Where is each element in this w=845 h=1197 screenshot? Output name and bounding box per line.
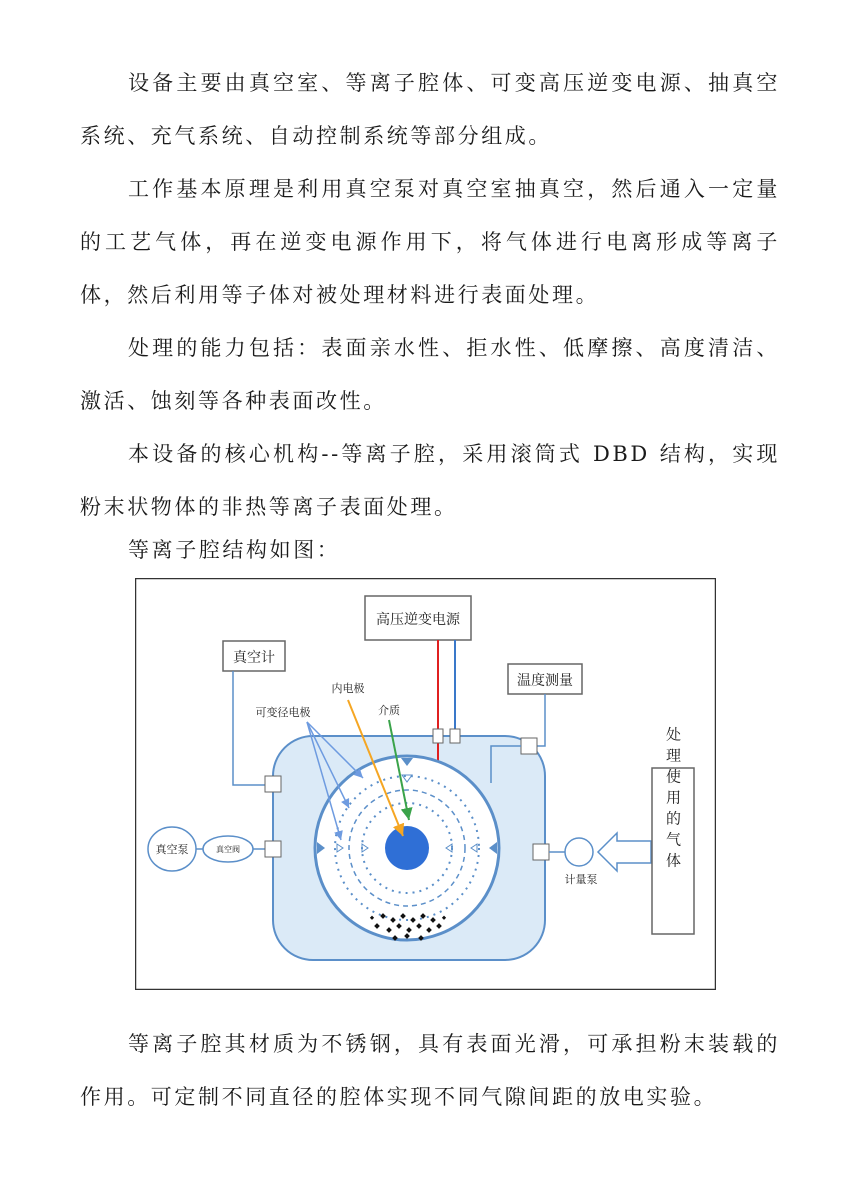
feedthrough-right — [450, 729, 460, 743]
inner-electrode-label: 内电极 — [331, 682, 365, 695]
process-gas-label: 处理使用的气体 — [664, 726, 682, 874]
plasma-chamber-diagram — [135, 578, 716, 990]
gas-inlet-port — [533, 844, 549, 860]
temperature-label: 温度测量 — [517, 673, 573, 689]
paragraph-material: 等离子腔其材质为不锈钢，具有表面光滑，可承担粉末装载的作用。可定制不同直径的腔体实现不同气隙间距的放电实验。 — [80, 1032, 780, 1109]
paragraph-figure-intro: 等离子腔结构如图： — [128, 538, 341, 562]
feedthrough-left — [433, 729, 443, 743]
paragraph-composition: 设备主要由真空室、等离子腔体、可变高压逆变电源、抽真空系统、充气系统、自动控制系统等部分组成。 — [80, 71, 780, 148]
paragraph-core-mechanism: 本设备的核心机构--等离子腔，采用滚筒式 DBD 结构，实现粉末状物体的非热等离子表面处理。 — [80, 442, 780, 519]
vacuum-pump-label: 真空泵 — [155, 843, 189, 856]
vacuum-gauge-label: 真空计 — [233, 650, 275, 666]
metering-pump-label: 计量泵 — [564, 873, 598, 886]
paragraph-principle: 工作基本原理是利用真空泵对真空室抽真空，然后通入一定量的工艺气体，再在逆变电源作用下，将气体进行电离形成等离子体，然后利用等子体对被处理材料进行表面处理。 — [80, 177, 780, 307]
vacuum-port — [265, 841, 281, 857]
power-supply-label: 高压逆变电源 — [376, 612, 460, 628]
temperature-port — [521, 738, 537, 754]
paragraph-capabilities: 处理的能力包括：表面亲水性、拒水性、低摩擦、高度清洁、激活、蚀刻等各种表面改性。 — [80, 336, 780, 413]
variable-electrode-label: 可变径电极 — [255, 706, 311, 719]
metering-pump — [565, 838, 593, 866]
inner-electrode — [385, 826, 429, 870]
dielectric-label: 介质 — [378, 704, 400, 717]
vacuum-gauge-port — [265, 776, 281, 792]
vacuum-valve-label: 真空阀 — [216, 845, 240, 854]
